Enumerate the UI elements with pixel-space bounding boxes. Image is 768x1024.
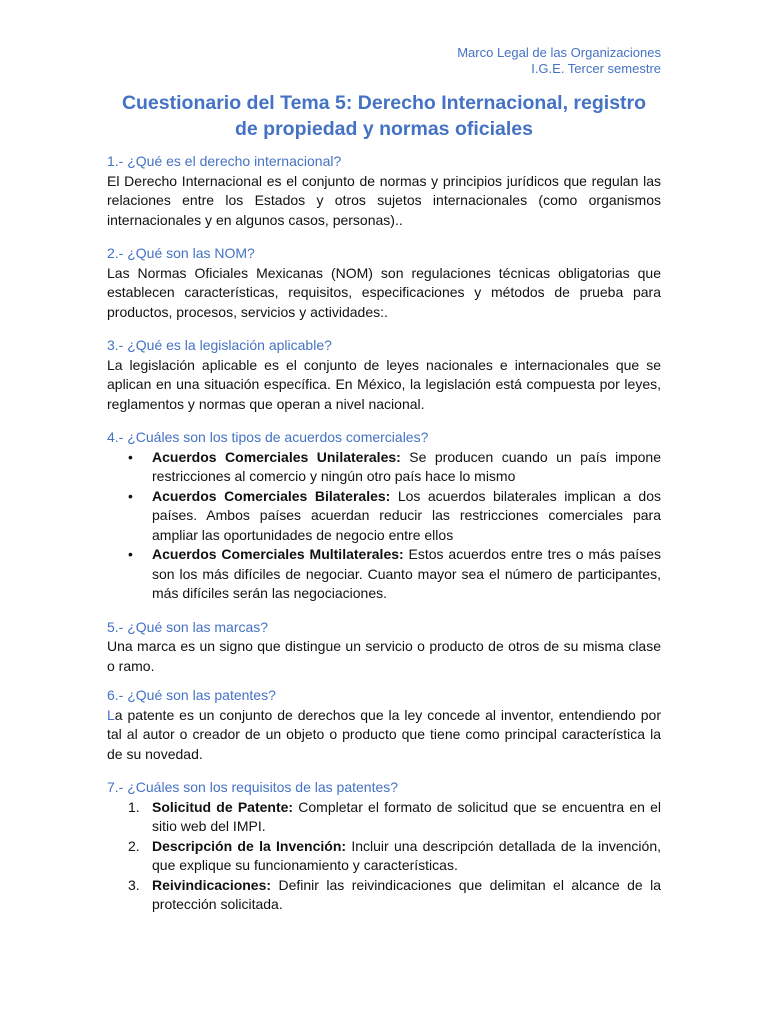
- list-item-term: Reivindicaciones:: [152, 876, 272, 893]
- list-item-text: Incluir una descripción detallada de la invención, que explique su funcionamiento y características.: [152, 837, 661, 873]
- question-6: [107, 686, 661, 764]
- patent-requirements-list: [107, 798, 661, 915]
- answer-rest: a patente es un conjunto de derechos que la ley concede al inventor, entendiendo por tal al autor o creador de un objeto o producto que tiene como principal característica la de su novedad.: [107, 706, 661, 762]
- trade-agreements-list: [107, 448, 661, 604]
- list-number: 3.: [128, 876, 140, 893]
- question-2: [107, 244, 661, 322]
- list-item-term: Solicitud de Patente:: [152, 798, 294, 815]
- list-item-text: Los acuerdos bilaterales implican a dos países. Ambos países acuerdan reducir las restricciones comerciales para ampliar las oportunidades de negocio entre ellos: [152, 487, 661, 543]
- question-1-answer: El Derecho Internacional es el conjunto de normas y principios jurídicos que regulan las relaciones entre los Estados y otros sujetos internacionales (como organismos internacionales y en algunos casos, personas)..: [107, 172, 661, 228]
- document-title: [100, 90, 668, 142]
- question-4: [107, 428, 661, 604]
- list-number: 1.: [128, 798, 140, 815]
- list-item: [107, 798, 661, 837]
- list-item-term: Acuerdos Comerciales Multilaterales:: [152, 546, 404, 562]
- question-1: [107, 152, 661, 230]
- list-item-text: Se producen cuando un país impone restricciones al comercio y ningún otro país hace lo mismo: [152, 448, 661, 484]
- list-item-text: Estos acuerdos entre tres o más países son los más difíciles de negociar. Cuanto mayor sea el número de participantes, más difíciles serán las negociaciones.: [152, 546, 661, 601]
- question-5: [107, 618, 661, 677]
- question-2-answer: Las Normas Oficiales Mexicanas (NOM) son regulaciones técnicas obligatorias que establecen características, requisitos, especificaciones y métodos de prueba para productos, procesos, servicios y actividades:.: [107, 264, 661, 320]
- question-7: [107, 778, 661, 915]
- question-2-heading: 2.- ¿Qué son las NOM?: [107, 245, 255, 261]
- question-6-heading: 6.- ¿Qué son las patentes?: [107, 687, 276, 703]
- question-4-heading: 4.- ¿Cuáles son los tipos de acuerdos comerciales?: [107, 429, 429, 445]
- document-header: [457, 45, 661, 77]
- title-line-1: Cuestionario del Tema 5: Derecho Internacional, registro: [121, 92, 647, 114]
- list-item: [107, 487, 661, 546]
- question-5-answer: Una marca es un signo que distingue un servicio o producto de otros de su misma clase o ramo.: [107, 638, 661, 674]
- question-3-answer: La legislación aplicable es el conjunto de leyes nacionales e internacionales que se aplican en una situación específica. En México, la legislación está compuesta por leyes, reglamentos y normas que operan a nivel nacional.: [107, 356, 661, 412]
- list-item-term: Acuerdos Comerciales Unilaterales:: [152, 448, 401, 465]
- question-6-answer: [107, 706, 661, 765]
- questionnaire: [107, 152, 661, 929]
- list-item: [107, 876, 661, 915]
- list-item-term: Acuerdos Comerciales Bilaterales:: [152, 487, 391, 504]
- header-semester: I.G.E. Tercer semestre: [531, 61, 661, 76]
- list-item: [107, 545, 661, 604]
- answer-first-letter: L: [107, 706, 115, 723]
- header-course: Marco Legal de las Organizaciones: [457, 45, 661, 60]
- question-3-heading: 3.- ¿Qué es la legislación aplicable?: [107, 337, 332, 353]
- title-line-2: de propiedad y normas oficiales: [234, 118, 533, 140]
- list-item: [107, 837, 661, 876]
- question-3: [107, 336, 661, 414]
- list-number: 2.: [128, 837, 140, 854]
- question-7-heading: 7.- ¿Cuáles son los requisitos de las patentes?: [107, 779, 399, 795]
- list-item-text: Definir las reivindicaciones que delimitan el alcance de la protección solicitada.: [152, 876, 661, 912]
- list-item-term: Descripción de la Invención:: [152, 837, 347, 854]
- list-item-text: Completar el formato de solicitud que se encuentra en el sitio web del IMPI.: [152, 798, 661, 834]
- list-item: [107, 448, 661, 487]
- bullet-icon: •: [128, 487, 133, 504]
- question-1-heading: 1.- ¿Qué es el derecho internacional?: [107, 153, 342, 169]
- bullet-icon: •: [128, 546, 133, 562]
- question-5-heading: 5.- ¿Qué son las marcas?: [107, 618, 269, 635]
- bullet-icon: •: [128, 448, 133, 465]
